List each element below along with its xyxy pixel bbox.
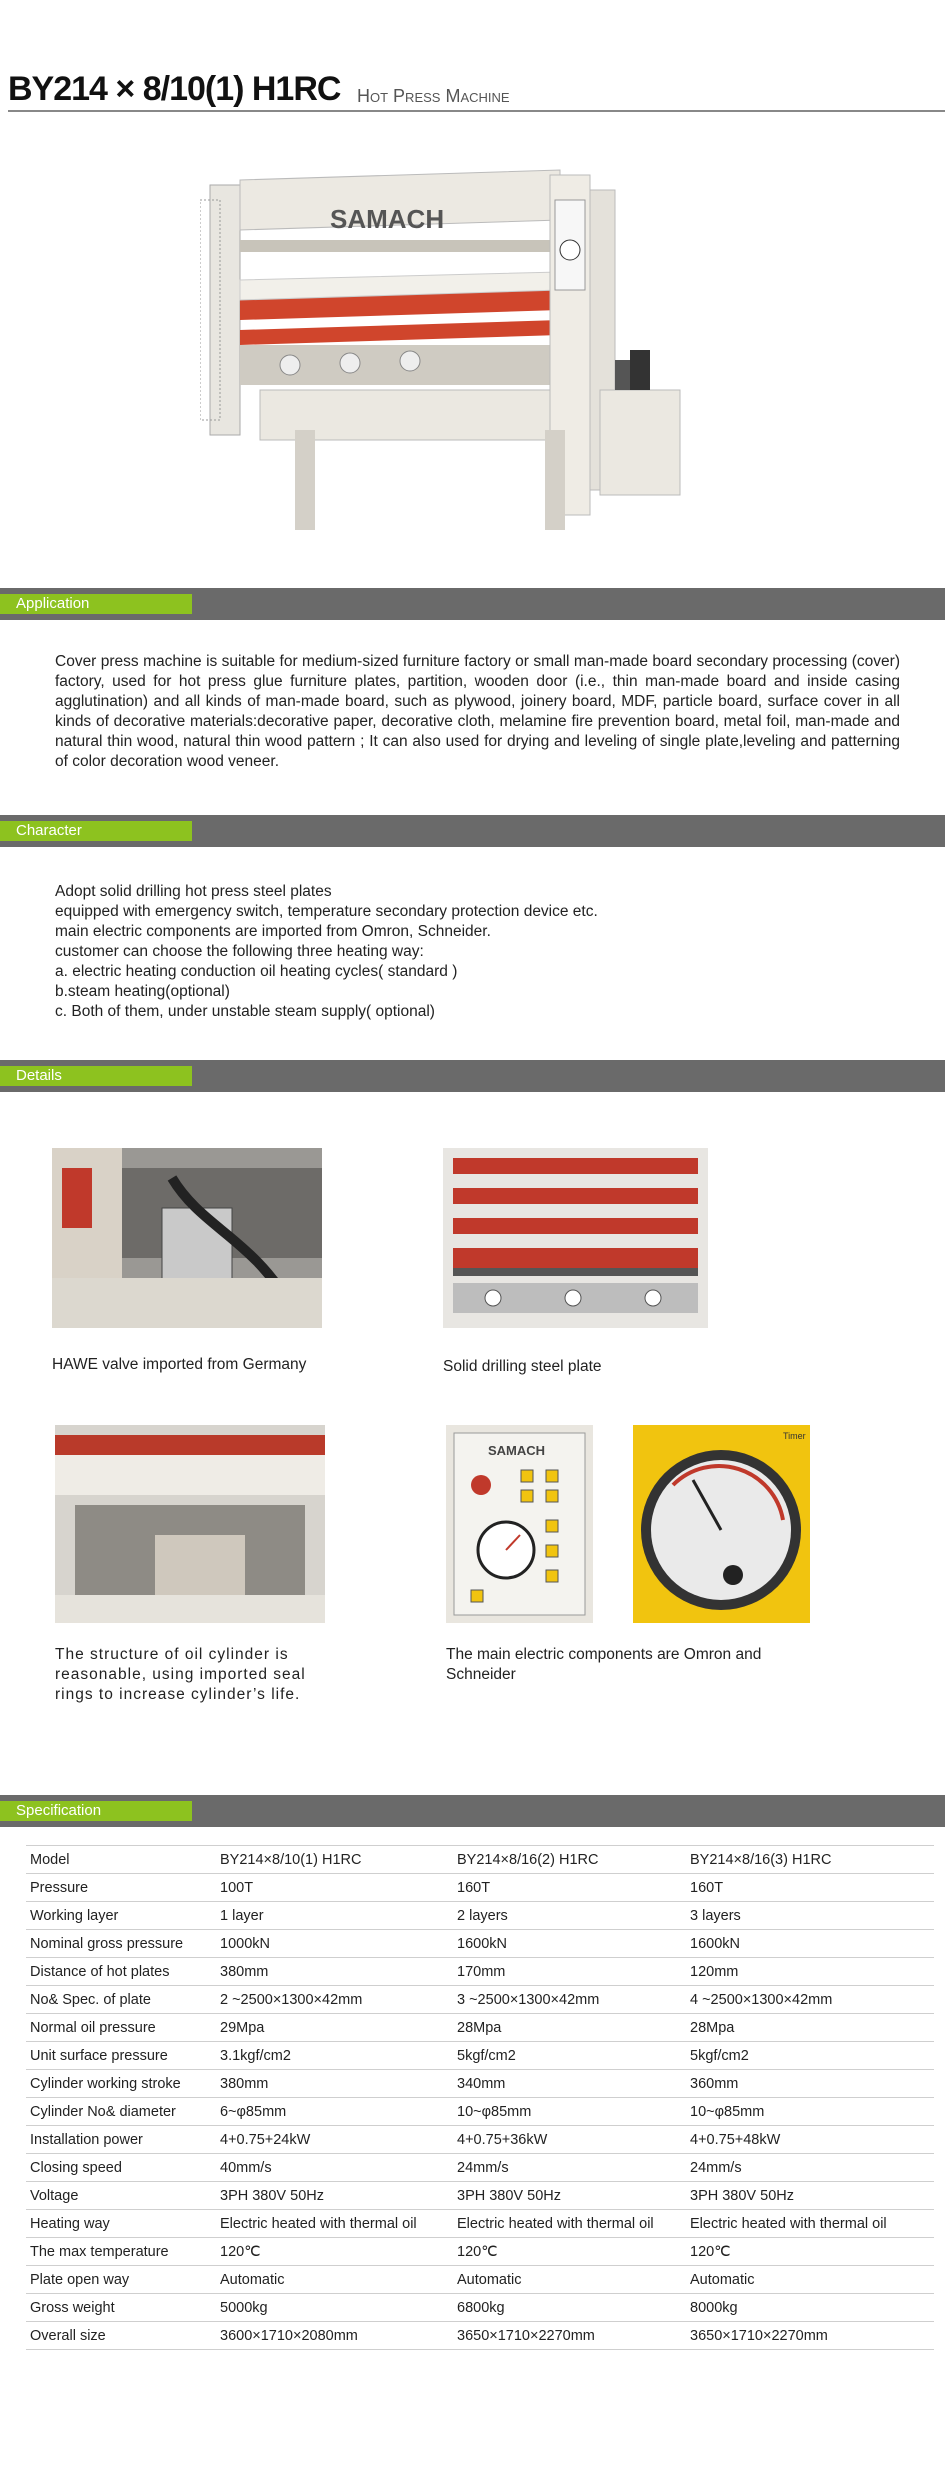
section-label: Details — [16, 1067, 62, 1084]
oil-cylinder-photo — [55, 1425, 325, 1623]
spec-value-cell: 2 ~2500×1300×42mm — [216, 1986, 453, 2014]
specification-table — [26, 1845, 934, 2350]
spec-label-cell: Voltage — [26, 2182, 216, 2210]
spec-value-cell: 1600kN — [686, 1930, 934, 1958]
section-label: Character — [16, 822, 82, 839]
section-label: Application — [16, 595, 90, 612]
hero-machine-image — [200, 160, 720, 540]
spec-value-cell: 28Mpa — [686, 2014, 934, 2042]
spec-value-cell: BY214×8/16(3) H1RC — [686, 1846, 934, 1874]
caption-valve: HAWE valve imported from Germany — [52, 1356, 307, 1373]
spec-value-cell: 360mm — [686, 2070, 934, 2098]
table-row — [26, 2322, 934, 2350]
table-row — [26, 2154, 934, 2182]
spec-value-cell: Electric heated with thermal oil — [453, 2210, 686, 2238]
panel-brand: SAMACH — [488, 1443, 546, 1458]
table-row — [26, 2266, 934, 2294]
table-row — [26, 1930, 934, 1958]
spec-value-cell: 28Mpa — [453, 2014, 686, 2042]
spec-value-cell: 3PH 380V 50Hz — [453, 2182, 686, 2210]
spec-label-cell: Overall size — [26, 2322, 216, 2350]
table-row — [26, 2182, 934, 2210]
table-row — [26, 1846, 934, 1874]
spec-value-cell: 1600kN — [453, 1930, 686, 1958]
table-row — [26, 2126, 934, 2154]
section-header-character — [0, 815, 945, 847]
character-item: c. Both of them, under unstable steam supply( optional) — [55, 1003, 435, 1020]
spec-label-cell: The max temperature — [26, 2238, 216, 2266]
spec-value-cell: 5kgf/cm2 — [686, 2042, 934, 2070]
spec-label-cell: Nominal gross pressure — [26, 1930, 216, 1958]
spec-label-cell: Unit surface pressure — [26, 2042, 216, 2070]
spec-value-cell: Automatic — [453, 2266, 686, 2294]
spec-value-cell: 8000kg — [686, 2294, 934, 2322]
table-row — [26, 1902, 934, 1930]
spec-label-cell: Plate open way — [26, 2266, 216, 2294]
spec-value-cell: 3600×1710×2080mm — [216, 2322, 453, 2350]
character-item: a. electric heating conduction oil heating cycles( standard ) — [55, 963, 458, 980]
gauge-label: Timer — [783, 1431, 806, 1441]
table-row — [26, 2014, 934, 2042]
spec-label-cell: Cylinder No& diameter — [26, 2098, 216, 2126]
spec-value-cell: 4+0.75+24kW — [216, 2126, 453, 2154]
spec-value-cell: 10~φ85mm — [453, 2098, 686, 2126]
character-item: Adopt solid drilling hot press steel plates — [55, 883, 332, 900]
spec-value-cell: 6~φ85mm — [216, 2098, 453, 2126]
spec-value-cell: 4 ~2500×1300×42mm — [686, 1986, 934, 2014]
spec-value-cell: 6800kg — [453, 2294, 686, 2322]
spec-value-cell: 160T — [686, 1874, 934, 1902]
spec-value-cell: 3PH 380V 50Hz — [216, 2182, 453, 2210]
spec-label-cell: Distance of hot plates — [26, 1958, 216, 1986]
hero-brand: SAMACH — [330, 204, 445, 234]
spec-label-cell: Cylinder working stroke — [26, 2070, 216, 2098]
spec-value-cell: BY214×8/16(2) H1RC — [453, 1846, 686, 1874]
spec-value-cell: Automatic — [216, 2266, 453, 2294]
spec-label-cell: Gross weight — [26, 2294, 216, 2322]
page-subtitle: Hot Press Machine — [357, 86, 510, 106]
spec-label-cell: Model — [26, 1846, 216, 1874]
character-item: equipped with emergency switch, temperature secondary protection device etc. — [55, 903, 598, 920]
table-row — [26, 2042, 934, 2070]
caption-oil-cylinder: The structure of oil cylinder is reasonable, using imported seal rings to increase cylinder’s life. — [55, 1646, 306, 1703]
page-header — [8, 70, 945, 112]
section-tag — [0, 1801, 192, 1821]
section-tag — [0, 594, 192, 614]
table-row — [26, 2098, 934, 2126]
table-row — [26, 1986, 934, 2014]
spec-label-cell: No& Spec. of plate — [26, 1986, 216, 2014]
valve-photo — [52, 1148, 322, 1328]
spec-value-cell: 24mm/s — [453, 2154, 686, 2182]
spec-value-cell: 1000kN — [216, 1930, 453, 1958]
table-row — [26, 1874, 934, 1902]
table-row — [26, 2210, 934, 2238]
spec-value-cell: 120℃ — [453, 2238, 686, 2266]
spec-label-cell: Installation power — [26, 2126, 216, 2154]
spec-value-cell: 380mm — [216, 2070, 453, 2098]
spec-value-cell: 120℃ — [686, 2238, 934, 2266]
table-row — [26, 2294, 934, 2322]
spec-label-cell: Normal oil pressure — [26, 2014, 216, 2042]
caption-electric: The main electric components are Omron and Schneider — [446, 1646, 762, 1683]
steel-plate-photo — [443, 1148, 708, 1328]
spec-value-cell: 340mm — [453, 2070, 686, 2098]
application-text: Cover press machine is suitable for medium-sized furniture factory or small man-made board secondary processing (cover) factory, used for hot press glue furniture plates, partition, wooden door (i.e., thin man-made board and inside casing agglutination) and all kinds of man-made board, such as plywood, joinery board, MDF, particle board, surface cover in all kinds of decorative materials:decorative paper, decorative cloth, melamine fire prevention board, metal foil, man-made and natural thin wood, natural thin wood pattern ; It can also used for drying and leveling of single plate,leveling and patterning of color decoration wood veneer. — [55, 653, 900, 770]
caption-steel-plate: Solid drilling steel plate — [443, 1358, 602, 1375]
spec-value-cell: 3650×1710×2270mm — [453, 2322, 686, 2350]
spec-label-cell: Heating way — [26, 2210, 216, 2238]
spec-value-cell: Automatic — [686, 2266, 934, 2294]
spec-value-cell: 3 layers — [686, 1902, 934, 1930]
spec-value-cell: 1 layer — [216, 1902, 453, 1930]
spec-value-cell: 160T — [453, 1874, 686, 1902]
spec-value-cell: 120℃ — [216, 2238, 453, 2266]
character-list — [55, 882, 900, 1022]
spec-value-cell: 120mm — [686, 1958, 934, 1986]
control-panel-photo — [446, 1425, 593, 1623]
spec-value-cell: 5000kg — [216, 2294, 453, 2322]
spec-label-cell: Closing speed — [26, 2154, 216, 2182]
table-row — [26, 2238, 934, 2266]
spec-value-cell: 10~φ85mm — [686, 2098, 934, 2126]
spec-value-cell: 40mm/s — [216, 2154, 453, 2182]
spec-value-cell: 380mm — [216, 1958, 453, 1986]
character-item: b.steam heating(optional) — [55, 983, 230, 1000]
page-title: BY214 × 8/10(1) H1RC — [8, 70, 341, 108]
spec-value-cell: 2 layers — [453, 1902, 686, 1930]
spec-value-cell: 100T — [216, 1874, 453, 1902]
table-row — [26, 2070, 934, 2098]
section-tag — [0, 1066, 192, 1086]
spec-value-cell: 4+0.75+36kW — [453, 2126, 686, 2154]
character-item: main electric components are imported from Omron, Schneider. — [55, 923, 491, 940]
spec-value-cell: 3 ~2500×1300×42mm — [453, 1986, 686, 2014]
spec-value-cell: Electric heated with thermal oil — [216, 2210, 453, 2238]
table-row — [26, 1958, 934, 1986]
spec-value-cell: 29Mpa — [216, 2014, 453, 2042]
spec-value-cell: 3PH 380V 50Hz — [686, 2182, 934, 2210]
section-header-application — [0, 588, 945, 620]
section-header-details — [0, 1060, 945, 1092]
spec-value-cell: 24mm/s — [686, 2154, 934, 2182]
character-item: customer can choose the following three heating way: — [55, 943, 424, 960]
section-header-specification — [0, 1795, 945, 1827]
spec-value-cell: 3650×1710×2270mm — [686, 2322, 934, 2350]
spec-value-cell: Electric heated with thermal oil — [686, 2210, 934, 2238]
section-label: Specification — [16, 1802, 102, 1819]
section-tag — [0, 821, 192, 841]
spec-value-cell: 4+0.75+48kW — [686, 2126, 934, 2154]
spec-label-cell: Working layer — [26, 1902, 216, 1930]
spec-value-cell: 170mm — [453, 1958, 686, 1986]
spec-value-cell: 5kgf/cm2 — [453, 2042, 686, 2070]
gauge-photo — [633, 1425, 810, 1623]
spec-value-cell: BY214×8/10(1) H1RC — [216, 1846, 453, 1874]
spec-label-cell: Pressure — [26, 1874, 216, 1902]
spec-value-cell: 3.1kgf/cm2 — [216, 2042, 453, 2070]
